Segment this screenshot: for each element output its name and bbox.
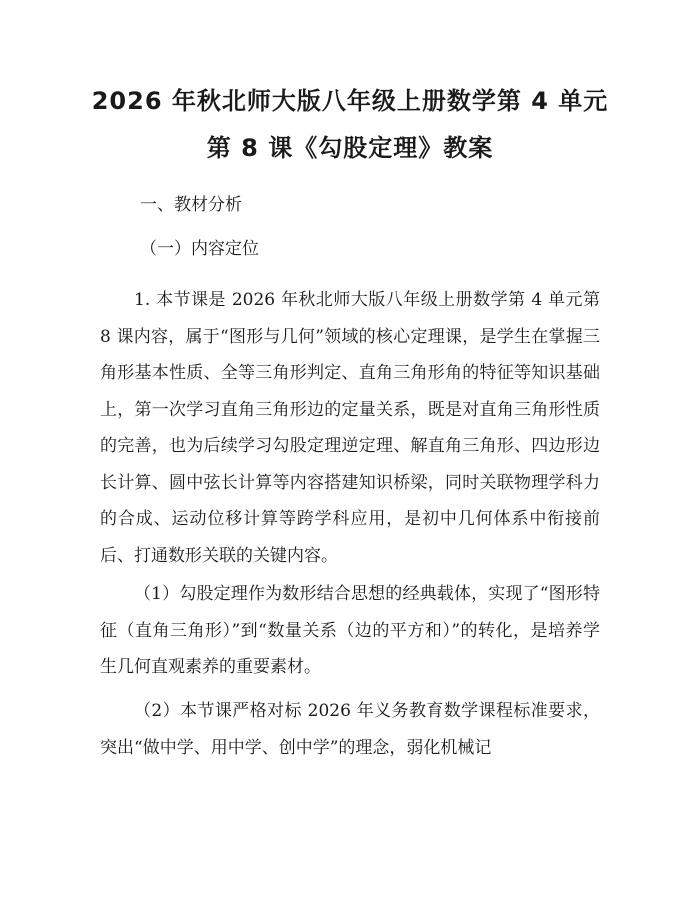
- body-paragraph-2: （1）勾股定理作为数形结合思想的经典载体，实现了“图形特征（直角三角形）”到“数量关系（边的平方和）”的转化，是培养学生几何直观素养的重要素材。: [100, 584, 600, 677]
- section-heading-teaching-material-analysis: 一、教材分析: [140, 195, 242, 215]
- body-paragraph-3: （2）本节课严格对标 2026 年义务教育数学课程标准要求，突出“做中学、用中学、创中学”的理念，弱化机械记: [100, 701, 600, 758]
- document-title-line-1: 2026 年秋北师大版八年级上册数学第 4 单元: [91, 87, 609, 115]
- document-title-line-2: 第 8 课《勾股定理》教案: [206, 134, 494, 162]
- body-paragraph-1: 1. 本节课是 2026 年秋北师大版八年级上册数学第 4 单元第 8 课内容，属于“图形与几何”领域的核心定理课，是学生在掌握三角形基本性质、全等三角形判定、直角三角形角的特征等知识基础上，第一次学习直角三角形边的定量关系，既是对直角三角形性质的完善，也为后续学习勾股定理逆定理、解直角三角形、四边形边长计算、圆中弦长计算等内容搭建知识桥梁，同时关联物理学科力的合成、运动位移计算等跨学科应用，是初中几何体系中衔接前后、打通数形关联的关键内容。: [100, 290, 600, 566]
- subsection-heading-content-positioning: （一）内容定位: [140, 239, 259, 259]
